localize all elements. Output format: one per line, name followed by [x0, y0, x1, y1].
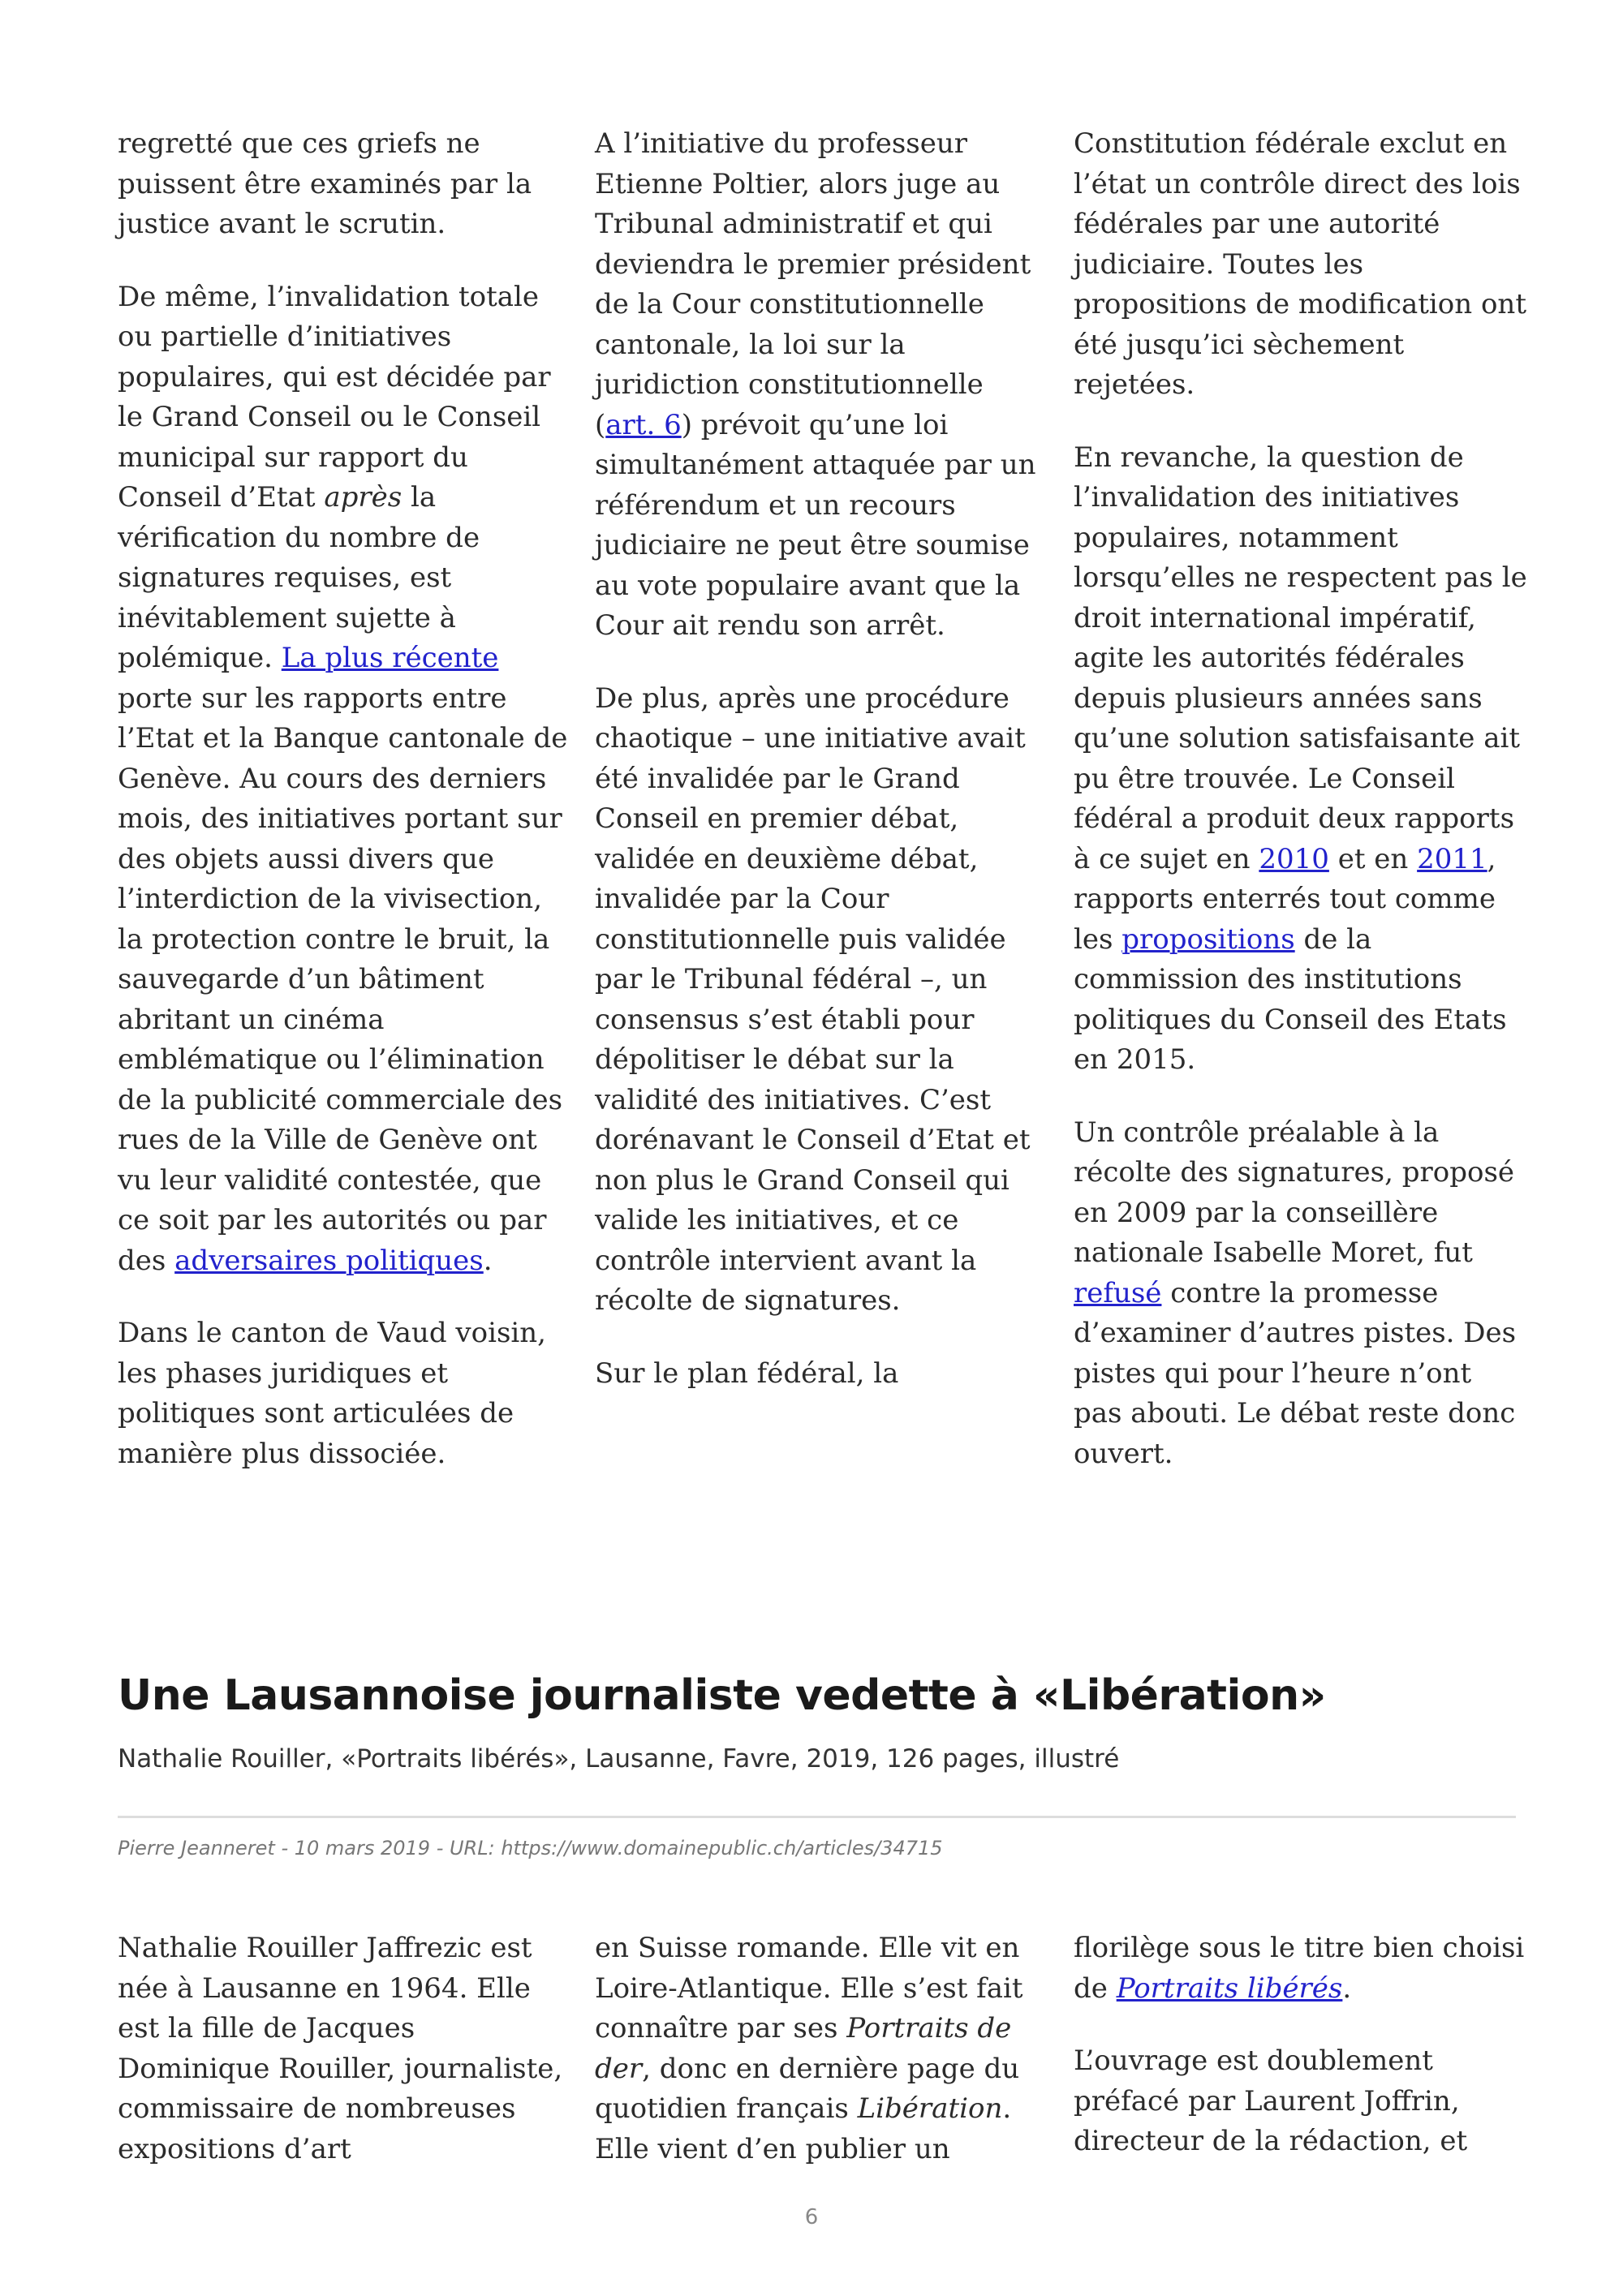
page-number: 6 [804, 2205, 819, 2229]
paragraph: De même, l’invalidation totale ou partielle d’initiatives populaires, qui est décidée par le Grand Conseil ou le Conseil municipal sur rapport du Conseil d’Etat après la vérification du nombre de signatures requises, est inévitablement sujette à polémique. La plus récente porte sur les rapports entre l’Etat et la Banque cantonale de Genève. Au cours des derniers mois, des initiatives portant sur des objets aussi divers que l’interdiction de la vivisection, la protection contre le bruit, la sauvegarde d’un bâtiment abritant un cinéma emblématique ou l’élimination de la publicité commerciale des rues de la Ville de Genève ont vu leur validité contestée, que ce soit par les autorités ou par des adversaires politiques. [118, 280, 568, 1277]
column-2-top [595, 124, 1049, 1426]
paragraph: Constitution fédérale exclut en l’état un contrôle direct des lois fédérales par une autorité judiciaire. Toutes les propositions de modification ont été jusqu’ici sèchement rejetées. [1074, 127, 1526, 401]
article-subtitle: Nathalie Rouiller, «Portraits libérés», Lausanne, Favre, 2019, 126 pages, illustré [118, 1744, 1120, 1774]
inline-link[interactable]: propositions [1121, 922, 1295, 956]
paragraph: Nathalie Rouiller Jaffrezic est née à Lausanne en 1964. Elle est la fille de Jacques Dominique Rouiller, journaliste, commissaire de nombreuses expositions d’art [118, 1932, 563, 2165]
emphasis: Portraits de der [595, 2012, 1012, 2085]
inline-link[interactable]: 2010 [1259, 842, 1329, 875]
article-title: Une Lausannoise journaliste vedette à «Libération» [118, 1671, 1326, 1720]
emphasis: après [324, 481, 403, 514]
inline-link[interactable]: refusé [1074, 1276, 1162, 1309]
paragraph: En revanche, la question de l’invalidation des initiatives populaires, notamment lorsqu’elles ne respectent pas le droit international impératif, agite les autorités fédérales depuis plusieurs années sans qu’une solution satisfaisante ait pu être trouvée. Le Conseil fédéral a produit deux rapports à ce sujet en 2010 et en 2011, rapports enterrés tout comme les propositions de la commission des institutions politiques du Conseil des Etats en 2015. [1074, 441, 1527, 1076]
inline-link[interactable]: La plus récente [281, 642, 499, 674]
paragraph: L’ouvrage est doublement préfacé par Laurent Joffrin, directeur de la rédaction, et [1074, 2044, 1468, 2157]
column-1-top [118, 124, 572, 1507]
inline-link[interactable]: Portraits libérés [1116, 1971, 1343, 2005]
paragraph: florilège sous le titre bien choisi de Portraits libérés. [1074, 1932, 1525, 2005]
paragraph: Dans le canton de Vaud voisin, les phases juridiques et politiques sont articulées de manière plus dissociée. [118, 1317, 546, 1470]
paragraph: De plus, après une procédure chaotique – une initiative avait été invalidée par le Grand Conseil en premier débat, validée en deuxième débat, invalidée par la Cour constitutionnelle puis validée par le Tribunal fédéral –, un consensus s’est établi pour dépolitiser le débat sur la validité des initiatives. C’est dorénavant le Conseil d’Etat et non plus le Grand Conseil qui valide les initiatives, et ce contrôle intervient avant la récolte de signatures. [595, 681, 1031, 1317]
inline-link[interactable]: art. 6 [605, 408, 682, 441]
inline-link[interactable]: adversaires politiques [174, 1244, 484, 1277]
column-2-article [595, 1928, 1049, 2202]
column-3-article [1074, 1928, 1528, 2195]
article-byline: Pierre Jeanneret - 10 mars 2019 - URL: https://www.domainepublic.ch/articles/34715 [118, 1837, 943, 1860]
paragraph: A l’initiative du professeur Etienne Poltier, alors juge au Tribunal administratif et qui deviendra le premier président de la Cour constitutionnelle cantonale, la loi sur la juridiction constitutionnelle (art. 6) prévoit qu’une loi simultanément attaquée par un référendum et un recours judiciaire ne peut être soumise au vote populaire avant que la Cour ait rendu son arrêt. [595, 127, 1036, 642]
paragraph: Sur le plan fédéral, la [595, 1357, 899, 1390]
divider [118, 1816, 1516, 1818]
emphasis: Libération [857, 2092, 1003, 2125]
inline-link[interactable]: 2011 [1417, 842, 1487, 875]
column-3-top [1074, 124, 1528, 1507]
paragraph: Un contrôle préalable à la récolte des signatures, proposé en 2009 par la conseillère nationale Isabelle Moret, fut refusé contre la promesse d’examiner d’autres pistes. Des pistes qui pour l’heure n’ont pas abouti. Le débat reste donc ouvert. [1074, 1116, 1517, 1470]
paragraph: regretté que ces griefs ne puissent être examinés par la justice avant le scrutin. [118, 127, 532, 240]
column-1-article [118, 1928, 572, 2202]
paragraph: en Suisse romande. Elle vit en Loire-Atlantique. Elle s’est fait connaître par ses Portraits de der, donc en dernière page du quotidien français Libération. Elle vient d’en publier un [595, 1932, 1023, 2165]
